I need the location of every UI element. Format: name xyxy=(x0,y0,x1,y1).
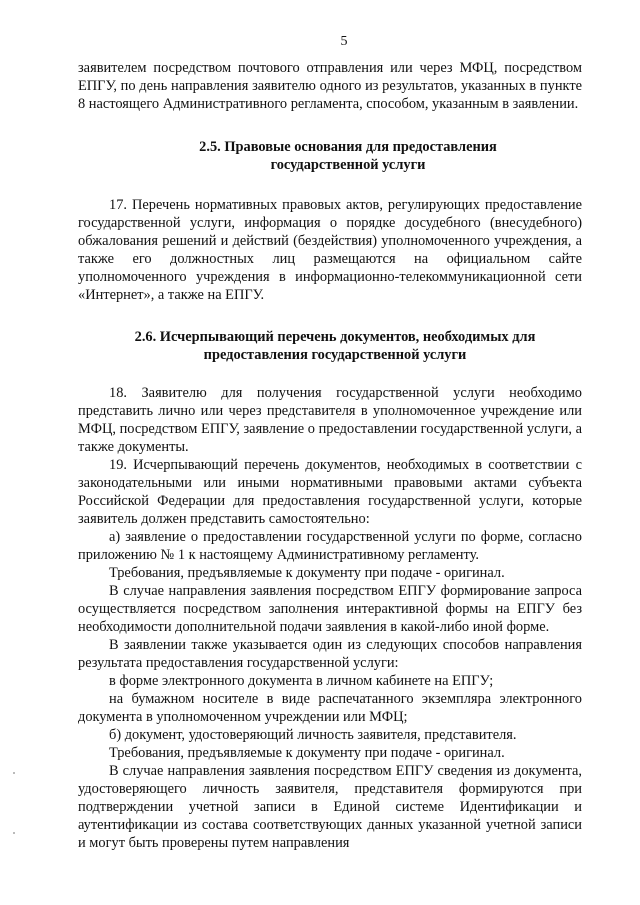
heading-line: 2.5. Правовые основания для предоставления xyxy=(199,139,497,155)
paragraph-epgu-form: В случае направления заявления посредством ЕПГУ формирование запроса осуществляется посредством заполнения интерактивной формы на ЕПГУ без необходимости дополнительной подачи заявления в какой-либо иной форме. xyxy=(78,583,582,635)
paragraph-paper-method: на бумажном носителе в виде распечатанного экземпляра электронного документа в уполномоченном учреждении или МФЦ; xyxy=(78,691,582,725)
heading-line: государственной услуги xyxy=(270,157,426,173)
heading-line: предоставления государственной услуги xyxy=(203,347,467,363)
paragraph-17: 17. Перечень нормативных правовых актов, регулирующих предоставление государственной услуги, информация о порядке досудебного (внесудебного) обжалования решений и действий (бездействия) уполномоченного учреждения, а также его должностных лиц размещаются на официальном сайте уполномоченного учреждения в информационно-телекоммуникационной сети «Интернет», а также на ЕПГУ. xyxy=(78,197,582,303)
paragraph-19: 19. Исчерпывающий перечень документов, необходимых в соответствии с законодательными или иными нормативными правовыми актами субъекта Российской Федерации для предоставления государственной услуги, которые заявитель должен представить самостоятельно: xyxy=(78,457,582,527)
paragraph-requirements: Требования, предъявляемые к документу при подаче - оригинал. xyxy=(109,745,505,761)
paragraph-electronic-method: в форме электронного документа в личном кабинете на ЕПГУ; xyxy=(109,673,494,689)
paragraph-item-a: а) заявление о предоставлении государственной услуги по форме, согласно приложению № 1 к настоящему Административному регламенту. xyxy=(78,529,582,563)
section-heading-2-5 xyxy=(78,138,582,174)
paragraph-18: 18. Заявителю для получения государственной услуги необходимо представить лично или через представителя в уполномоченное учреждение или МФЦ, посредством ЕПГУ, заявление о предоставлении государственной услуги, а также документы. xyxy=(78,385,582,455)
page-number: 5 xyxy=(340,34,348,49)
heading-line: 2.6. Исчерпывающий перечень документов, необходимых для xyxy=(134,329,536,345)
document-body xyxy=(78,59,582,852)
paragraph-requirements: Требования, предъявляемые к документу при подаче - оригинал. xyxy=(109,565,505,581)
paragraph-epgu-identity: В случае направления заявления посредством ЕПГУ сведения из документа, удостоверяющего личность заявителя, представителя формируются при подтверждении учетной записи в Единой системе Идентификации и аутентификации из состава соответствующих данных указанной учетной записи и могут быть проверены путем направления xyxy=(78,763,582,851)
paragraph-intro: заявителем посредством почтового отправления или через МФЦ, посредством ЕПГУ, по день направления заявителю одного из результатов, указанных в пункте 8 настоящего Административного регламента, способом, указанным в заявлении. xyxy=(78,60,582,112)
scan-speck xyxy=(13,832,15,834)
paragraph-result-methods: В заявлении также указывается один из следующих способов направления результата предоставления государственной услуги: xyxy=(78,637,582,671)
paragraph-item-b: б) документ, удостоверяющий личность заявителя, представителя. xyxy=(109,727,517,743)
scan-speck xyxy=(13,772,15,774)
section-heading-2-6 xyxy=(78,328,582,364)
